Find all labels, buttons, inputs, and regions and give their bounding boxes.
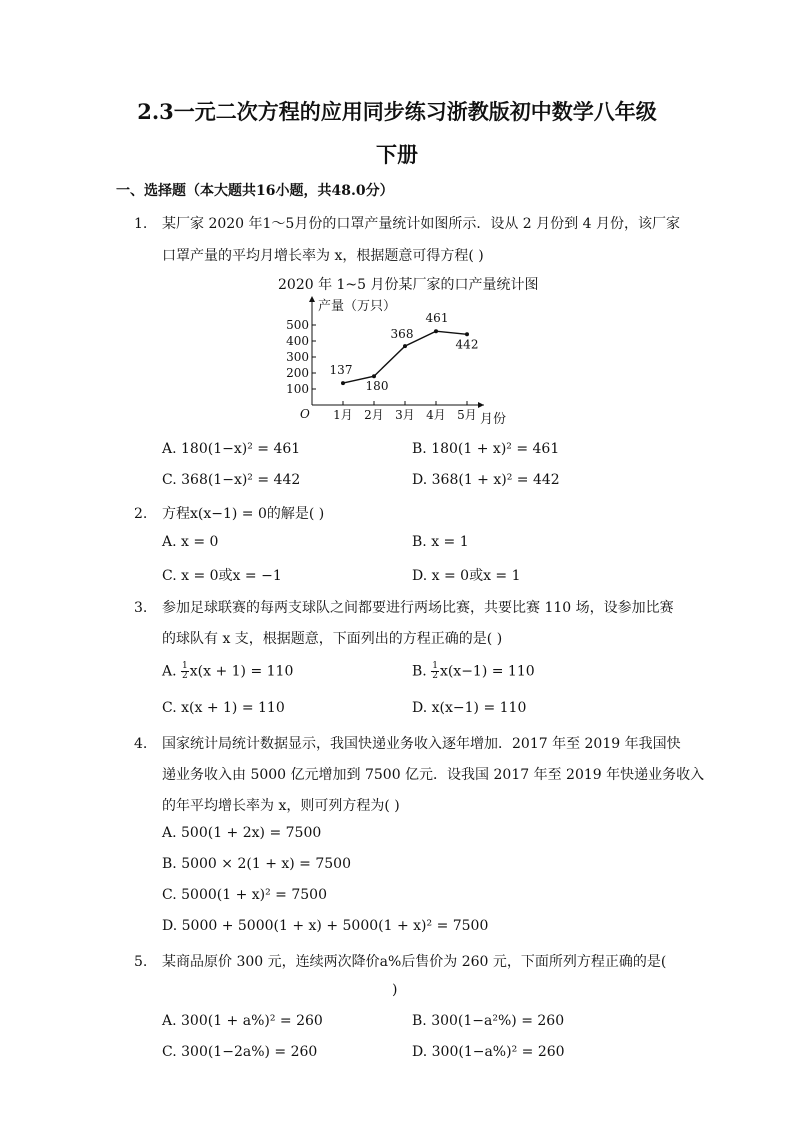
q1-option-a[interactable] [162,441,300,457]
x-axis-arrow [478,402,484,408]
q3-option-c-text: x(x + 1) = 110 [181,700,285,716]
question-4-text-line2: 递业务收入由 5000 亿元增加到 7500 亿元．设我国 2017 年至 2019 年快递业务收入 [162,767,705,783]
page-title-continued: 下册 [376,142,418,167]
y-tick-label: 200 [286,366,309,380]
q5-option-c[interactable] [162,1044,317,1060]
data-label: 180 [365,379,389,394]
question-1-number: 1. [134,216,148,232]
question-4-text-line3: 的年平均增长率为 x，则可列方程为( ) [162,798,400,814]
y-tick-label: 500 [286,318,309,332]
q1-option-b-label: B. [412,441,427,457]
q4-option-c-label: C. [162,887,177,903]
q2-option-c-label: C. [162,568,177,584]
q2-option-d[interactable] [412,565,521,585]
y-tick-label: 100 [286,382,309,396]
question-3-text-line2: 的球队有 x 支，根据题意，下面列出的方程正确的是( ) [162,631,503,647]
data-label: 461 [425,311,449,326]
q3-option-b-text: x(x−1) = 110 [439,663,535,680]
q3-option-a-text: x(x + 1) = 110 [189,663,294,680]
x-tick-label: 5月 [457,408,477,422]
q4-option-a-text: 500(1 + 2x) = 7500 [181,825,322,841]
q2-option-a-label: A. [162,534,177,550]
q5-option-a[interactable] [162,1013,323,1029]
question-5-text-line1: 某商品原价 300 元，连续两次降价a%后售价为 260 元，下面所列方程正确的是( [162,954,667,970]
q3-option-b[interactable] [412,662,535,681]
question-2-text: 方程x(x−1) = 0的解是( ) [162,506,325,522]
q2-option-a-text: x = 0 [181,534,219,550]
q1-option-d[interactable] [412,472,560,488]
q3-option-d-label: D. [412,700,428,716]
q5-option-c-label: C. [162,1044,177,1060]
q5-option-d-label: D. [412,1044,428,1060]
q5-option-b-text: 300(1−a²%) = 260 [431,1013,565,1029]
q4-option-d[interactable] [162,918,488,934]
q5-option-d[interactable] [412,1044,565,1060]
q2-option-c-text: x = 0或x = −1 [181,568,282,584]
q3-option-b-label: B. [412,663,427,680]
chart-title: 2020 年 1~5 月份某厂家的口产量统计图 [278,277,539,293]
x-axis-label: 月份 [480,412,507,427]
q1-option-a-text: 180(1−x)² = 461 [181,441,301,457]
q1-option-c-label: C. [162,472,177,488]
q4-option-d-text: 5000 + 5000(1 + x) + 5000(1 + x)² = 7500 [181,918,489,934]
q5-option-d-text: 300(1−a%)² = 260 [431,1044,565,1060]
y-tick-label: 400 [286,334,309,348]
data-point [434,329,438,333]
data-point [465,332,469,336]
question-4-text-line1: 国家统计局统计数据显示，我国快递业务收入逐年增加．2017 年至 2019 年我国快 [162,736,681,752]
q3-option-d[interactable] [412,700,526,716]
q2-option-c[interactable] [162,565,282,585]
q2-option-d-text: x = 0或x = 1 [431,568,521,584]
q2-option-b[interactable] [412,534,469,550]
fraction-one-half: $\frac{1}{2}$ [432,661,438,681]
q4-option-b-label: B. [162,856,177,872]
x-tick-label: 3月 [395,408,415,422]
question-5-number: 5. [134,954,148,970]
y-tick-label: 300 [286,350,309,364]
q2-option-a[interactable] [162,534,218,550]
q2-option-b-label: B. [412,534,427,550]
data-point [403,344,407,348]
q2-option-d-label: D. [412,568,428,584]
q4-option-c-text: 5000(1 + x)² = 7500 [181,887,327,903]
data-point [372,374,376,378]
q4-option-b-text: 5000 × 2(1 + x) = 7500 [181,856,351,872]
q1-option-c[interactable] [162,472,300,488]
page-title: 2.3一元二次方程的应用同步练习浙教版初中数学八年级 [137,99,657,124]
question-3-text-line1: 参加足球联赛的每两支球队之间都要进行两场比赛，共要比赛 110 场，设参加比赛 [162,600,674,616]
q4-option-c[interactable] [162,887,327,903]
q5-option-c-text: 300(1−2a%) = 260 [181,1044,318,1060]
y-axis-arrow [309,296,315,302]
data-label: 137 [329,363,353,378]
section-heading: 一、选择题（本大题共16小题，共48.0分） [116,183,394,199]
x-tick-label: 1月 [333,408,353,422]
fraction-one-half: $\frac{1}{2}$ [182,661,188,681]
q1-option-b-text: 180(1 + x)² = 461 [431,441,560,457]
q5-option-b[interactable] [412,1013,564,1029]
question-4-number: 4. [134,736,148,752]
data-point [341,381,345,385]
q3-option-a-label: A. [162,663,177,680]
data-label: 442 [455,337,479,352]
q1-option-d-text: 368(1 + x)² = 442 [431,472,560,488]
q4-option-a[interactable] [162,825,321,841]
q5-option-a-text: 300(1 + a%)² = 260 [181,1013,323,1029]
data-label: 368 [390,327,414,342]
question-5-text-line2: ) [392,982,398,998]
q1-option-d-label: D. [412,472,428,488]
q1-option-c-text: 368(1−x)² = 442 [181,472,301,488]
production-line-chart [284,292,514,428]
q3-option-c-label: C. [162,700,177,716]
q4-option-b[interactable] [162,856,351,872]
origin-label: O [300,407,310,421]
q4-option-a-label: A. [162,825,177,841]
question-1-text-line1: 某厂家 2020 年1～5月份的口罩产量统计如图所示．设从 2 月份到 4 月份，该厂家 [162,216,680,232]
question-1-text-line2: 口罩产量的平均月增长率为 x，根据题意可得方程( ) [162,248,484,264]
q5-option-b-label: B. [412,1013,427,1029]
q4-option-d-label: D. [162,918,178,934]
question-3-number: 3. [134,600,148,616]
q3-option-a[interactable] [162,662,293,681]
q1-option-b[interactable] [412,441,559,457]
q1-option-a-label: A. [162,441,177,457]
question-2-number: 2. [134,506,148,522]
q5-option-a-label: A. [162,1013,177,1029]
y-axis-label: 产量（万只） [318,299,397,314]
q3-option-c[interactable] [162,700,285,716]
q3-option-d-text: x(x−1) = 110 [431,700,527,716]
x-tick-label: 4月 [426,408,446,422]
q2-option-b-text: x = 1 [431,534,469,550]
x-tick-label: 2月 [364,408,384,422]
